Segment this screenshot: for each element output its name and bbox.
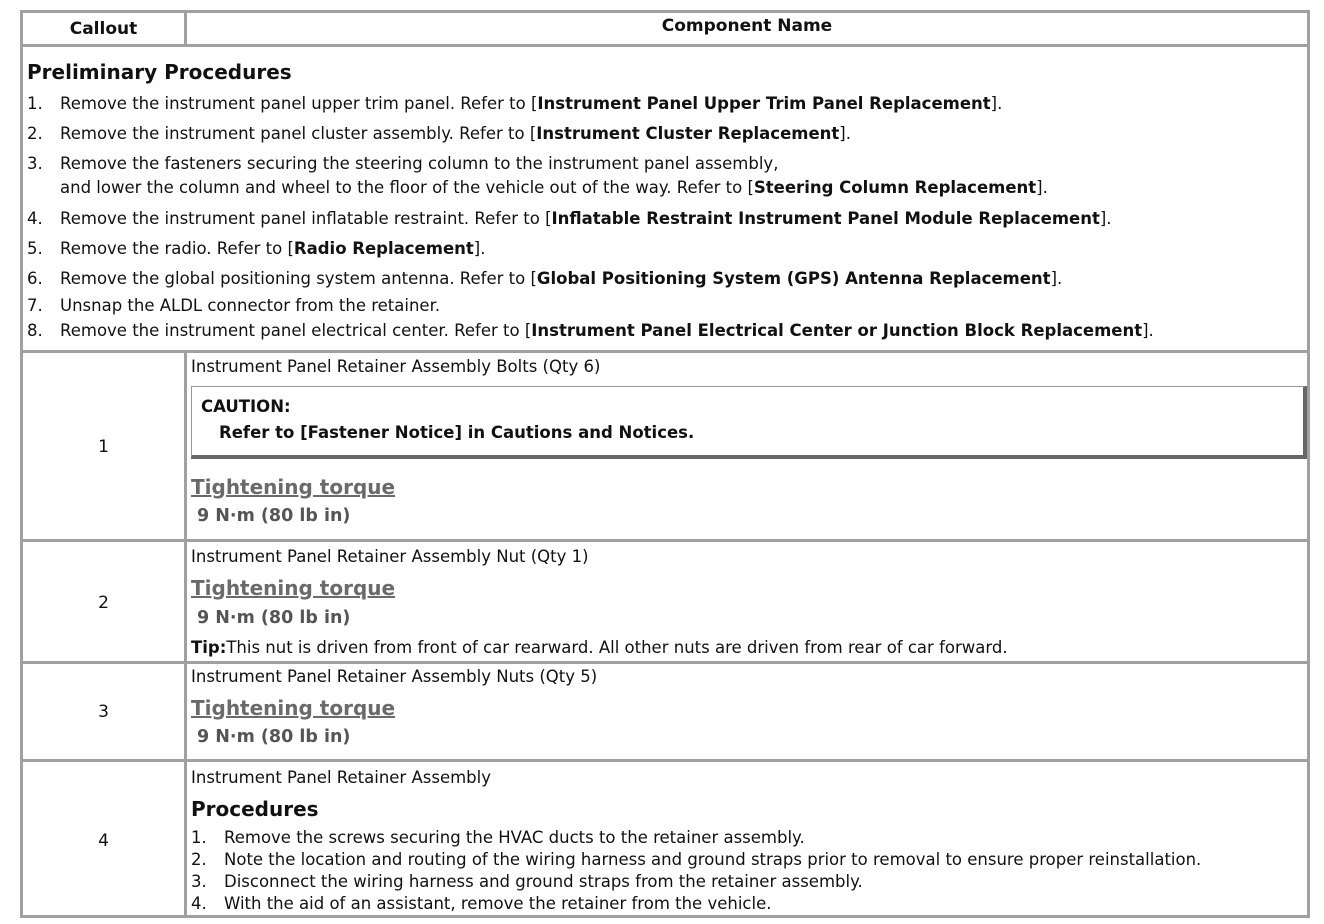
row-divider bbox=[23, 44, 1307, 47]
column-divider bbox=[184, 350, 187, 918]
list-item: 6. bbox=[27, 269, 43, 288]
header-divider bbox=[184, 13, 187, 45]
callout-number: 3 bbox=[98, 702, 109, 722]
list-item: Disconnect the wiring harness and ground straps from the retainer assembly. bbox=[224, 872, 863, 891]
reference-link[interactable]: Instrument Panel Upper Trim Panel Replacement bbox=[537, 94, 991, 113]
list-item: 4. bbox=[191, 894, 207, 913]
reference-link[interactable]: Inflatable Restraint Instrument Panel Module Replacement bbox=[551, 209, 1100, 228]
list-item: Remove the instrument panel upper trim panel. Refer to [Instrument Panel Upper Trim Panel Replacement]. bbox=[60, 94, 1003, 113]
torque-value: 9 N·m (80 lb in) bbox=[197, 506, 351, 526]
list-item: 5. bbox=[27, 239, 43, 258]
reference-link[interactable]: Instrument Cluster Replacement bbox=[536, 124, 840, 143]
list-item: 3. bbox=[191, 872, 207, 891]
callout-number: 2 bbox=[98, 593, 109, 613]
caution-text: Refer to [Fastener Notice] in Cautions and Notices. bbox=[219, 423, 695, 442]
reference-link[interactable]: Instrument Panel Electrical Center or Junction Block Replacement bbox=[531, 321, 1143, 340]
list-item: 1. bbox=[191, 828, 207, 847]
list-item: Remove the instrument panel cluster assembly. Refer to [Instrument Cluster Replacement]. bbox=[60, 124, 851, 143]
list-item: Remove the instrument panel inflatable restraint. Refer to [Inflatable Restraint Instrument Panel Module Replacement]. bbox=[60, 209, 1112, 228]
row-divider bbox=[23, 661, 1307, 664]
component-name: Instrument Panel Retainer Assembly Nut (Qty 1) bbox=[191, 547, 589, 566]
list-item: Remove the instrument panel electrical center. Refer to [Instrument Panel Electrical Center or Junction Block Replacement]. bbox=[60, 321, 1154, 340]
torque-label: Tightening torque bbox=[191, 475, 396, 499]
torque-value: 9 N·m (80 lb in) bbox=[197, 727, 351, 747]
component-name: Instrument Panel Retainer Assembly Nuts (Qty 5) bbox=[191, 667, 598, 686]
reference-link[interactable]: Radio Replacement bbox=[293, 239, 474, 258]
callout-header: Callout bbox=[69, 19, 138, 39]
list-item: Remove the fasteners securing the steering column to the instrument panel assembly, bbox=[60, 154, 779, 173]
list-item: With the aid of an assistant, remove the retainer from the vehicle. bbox=[224, 894, 772, 913]
list-item-continuation: and lower the column and wheel to the floor of the vehicle out of the way. Refer to [Steering Column Replacement]. bbox=[60, 178, 1048, 197]
list-item: 2. bbox=[27, 124, 43, 143]
callout-number: 4 bbox=[98, 831, 109, 851]
preliminary-title: Preliminary Procedures bbox=[27, 60, 292, 84]
list-item: Note the location and routing of the wiring harness and ground straps prior to removal to ensure proper reinstallation. bbox=[224, 850, 1202, 869]
reference-link[interactable]: Global Positioning System (GPS) Antenna Replacement bbox=[536, 269, 1051, 288]
list-item: Remove the radio. Refer to [Radio Replacement]. bbox=[60, 239, 486, 258]
list-item: 2. bbox=[191, 850, 207, 869]
list-item: Unsnap the ALDL connector from the retainer. bbox=[60, 296, 441, 315]
list-item: 8. bbox=[27, 321, 43, 340]
list-item: 4. bbox=[27, 209, 43, 228]
caution-box bbox=[191, 386, 1307, 459]
list-item: 3. bbox=[27, 154, 43, 173]
list-item: 7. bbox=[27, 296, 43, 315]
procedure-table bbox=[20, 10, 1310, 918]
torque-label: Tightening torque bbox=[191, 696, 396, 720]
component-name: Instrument Panel Retainer Assembly bbox=[191, 768, 491, 787]
caution-title: CAUTION: bbox=[201, 397, 291, 416]
row-divider bbox=[23, 539, 1307, 542]
tip-text: Tip:This nut is driven from front of car rearward. All other nuts are driven from rear of car forward. bbox=[191, 638, 1008, 657]
list-item: Remove the screws securing the HVAC ducts to the retainer assembly. bbox=[224, 828, 805, 847]
row-divider bbox=[23, 759, 1307, 762]
list-item: 1. bbox=[27, 94, 43, 113]
reference-link[interactable]: Steering Column Replacement bbox=[753, 178, 1037, 197]
component-name-header: Component Name bbox=[661, 16, 833, 36]
callout-number: 1 bbox=[98, 437, 109, 457]
torque-value: 9 N·m (80 lb in) bbox=[197, 608, 351, 628]
component-name: Instrument Panel Retainer Assembly Bolts (Qty 6) bbox=[191, 357, 601, 376]
torque-label: Tightening torque bbox=[191, 576, 396, 600]
row-divider bbox=[23, 350, 1307, 353]
procedures-title: Procedures bbox=[191, 797, 319, 821]
list-item: Remove the global positioning system antenna. Refer to [Global Positioning System (GPS) Antenna Replacement]. bbox=[60, 269, 1063, 288]
